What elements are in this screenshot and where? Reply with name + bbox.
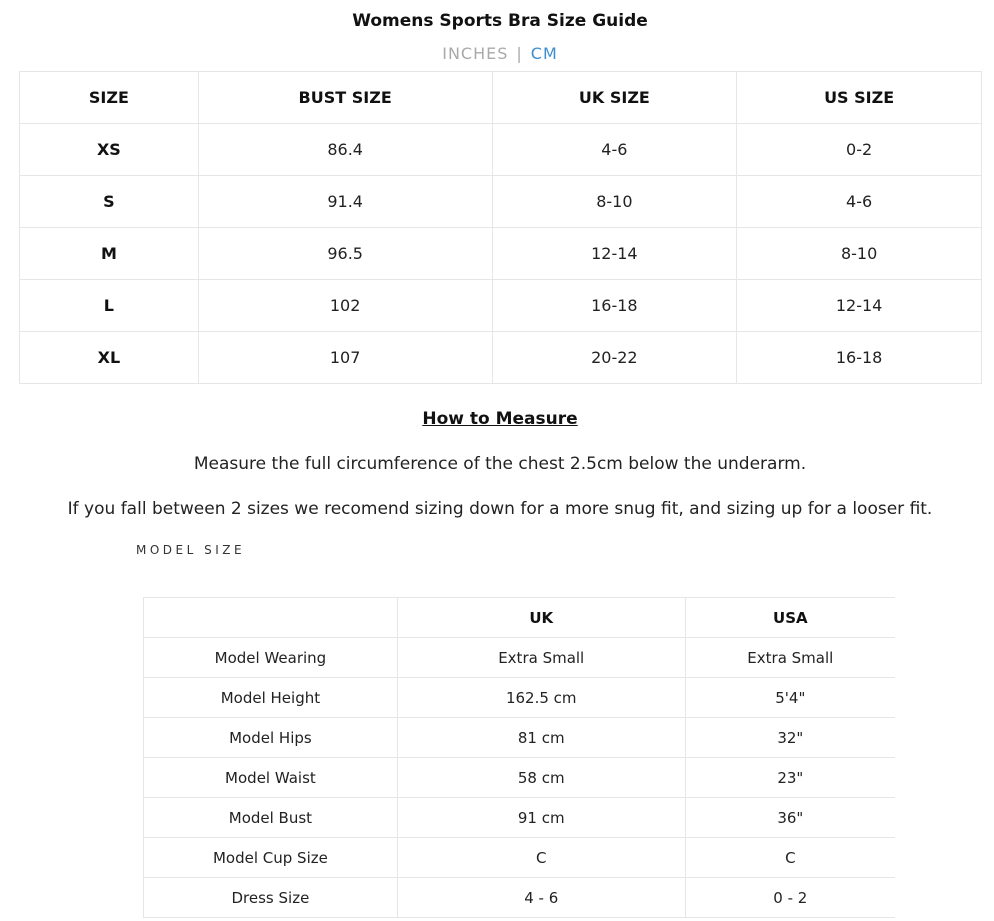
- sizing-advice: If you fall between 2 sizes we recomend sizing down for a more snug fit, and sizing up for a looser fit.: [67, 499, 933, 519]
- model-size-table: [143, 597, 895, 918]
- uk-value-cell: Extra Small: [397, 638, 685, 678]
- uk-value-cell: 91 cm: [397, 798, 685, 838]
- us-size-cell: 8-10: [737, 228, 982, 280]
- model-size-label: MODEL SIZE: [136, 543, 246, 557]
- table-row: [144, 838, 896, 878]
- uk-size-cell: 16-18: [492, 280, 737, 332]
- uk-size-cell: 8-10: [492, 176, 737, 228]
- cm-toggle[interactable]: CM: [530, 44, 558, 63]
- measure-instruction: Measure the full circumference of the chest 2.5cm below the underarm.: [193, 454, 807, 474]
- uk-value-cell: 58 cm: [397, 758, 685, 798]
- table-row: [144, 678, 896, 718]
- size-cell: S: [20, 176, 199, 228]
- uk-value-cell: 81 cm: [397, 718, 685, 758]
- usa-value-cell: 0 - 2: [685, 878, 895, 918]
- how-to-measure-heading: How to Measure: [422, 409, 578, 429]
- model-attribute-column-header: [144, 598, 398, 638]
- table-row: [144, 798, 896, 838]
- model-table-header-row: [144, 598, 896, 638]
- page-title: Womens Sports Bra Size Guide: [352, 11, 648, 31]
- usa-value-cell: Extra Small: [685, 638, 895, 678]
- usa-value-cell: 23": [685, 758, 895, 798]
- uk-value-cell: C: [397, 838, 685, 878]
- table-row: [144, 638, 896, 678]
- size-cell: M: [20, 228, 199, 280]
- table-row: [20, 228, 982, 280]
- model-attribute-cell: Dress Size: [144, 878, 398, 918]
- bust-size-column-header: BUST SIZE: [198, 72, 492, 124]
- size-table-header-row: [20, 72, 982, 124]
- inches-toggle[interactable]: INCHES: [442, 44, 509, 63]
- bust-size-cell: 96.5: [198, 228, 492, 280]
- table-row: [144, 718, 896, 758]
- us-size-cell: 4-6: [737, 176, 982, 228]
- us-size-column-header: US SIZE: [737, 72, 982, 124]
- size-cell: XS: [20, 124, 199, 176]
- model-attribute-cell: Model Wearing: [144, 638, 398, 678]
- uk-size-column-header: UK SIZE: [492, 72, 737, 124]
- size-table: [19, 71, 982, 384]
- model-attribute-cell: Model Hips: [144, 718, 398, 758]
- table-row: [20, 124, 982, 176]
- bust-size-cell: 86.4: [198, 124, 492, 176]
- bust-size-cell: 91.4: [198, 176, 492, 228]
- model-attribute-cell: Model Waist: [144, 758, 398, 798]
- model-attribute-cell: Model Cup Size: [144, 838, 398, 878]
- usa-value-cell: 32": [685, 718, 895, 758]
- usa-column-header: USA: [685, 598, 895, 638]
- usa-value-cell: C: [685, 838, 895, 878]
- size-cell: L: [20, 280, 199, 332]
- size-column-header: SIZE: [20, 72, 199, 124]
- uk-column-header: UK: [397, 598, 685, 638]
- unit-separator: |: [516, 44, 523, 63]
- unit-toggle: [0, 44, 994, 63]
- us-size-cell: 0-2: [737, 124, 982, 176]
- uk-size-cell: 4-6: [492, 124, 737, 176]
- size-cell: XL: [20, 332, 199, 384]
- usa-value-cell: 36": [685, 798, 895, 838]
- usa-value-cell: 5'4": [685, 678, 895, 718]
- uk-value-cell: 162.5 cm: [397, 678, 685, 718]
- table-row: [20, 176, 982, 228]
- model-attribute-cell: Model Height: [144, 678, 398, 718]
- bust-size-cell: 107: [198, 332, 492, 384]
- us-size-cell: 16-18: [737, 332, 982, 384]
- uk-size-cell: 20-22: [492, 332, 737, 384]
- bust-size-cell: 102: [198, 280, 492, 332]
- table-row: [20, 332, 982, 384]
- uk-value-cell: 4 - 6: [397, 878, 685, 918]
- us-size-cell: 12-14: [737, 280, 982, 332]
- table-row: [20, 280, 982, 332]
- table-row: [144, 878, 896, 918]
- table-row: [144, 758, 896, 798]
- uk-size-cell: 12-14: [492, 228, 737, 280]
- model-attribute-cell: Model Bust: [144, 798, 398, 838]
